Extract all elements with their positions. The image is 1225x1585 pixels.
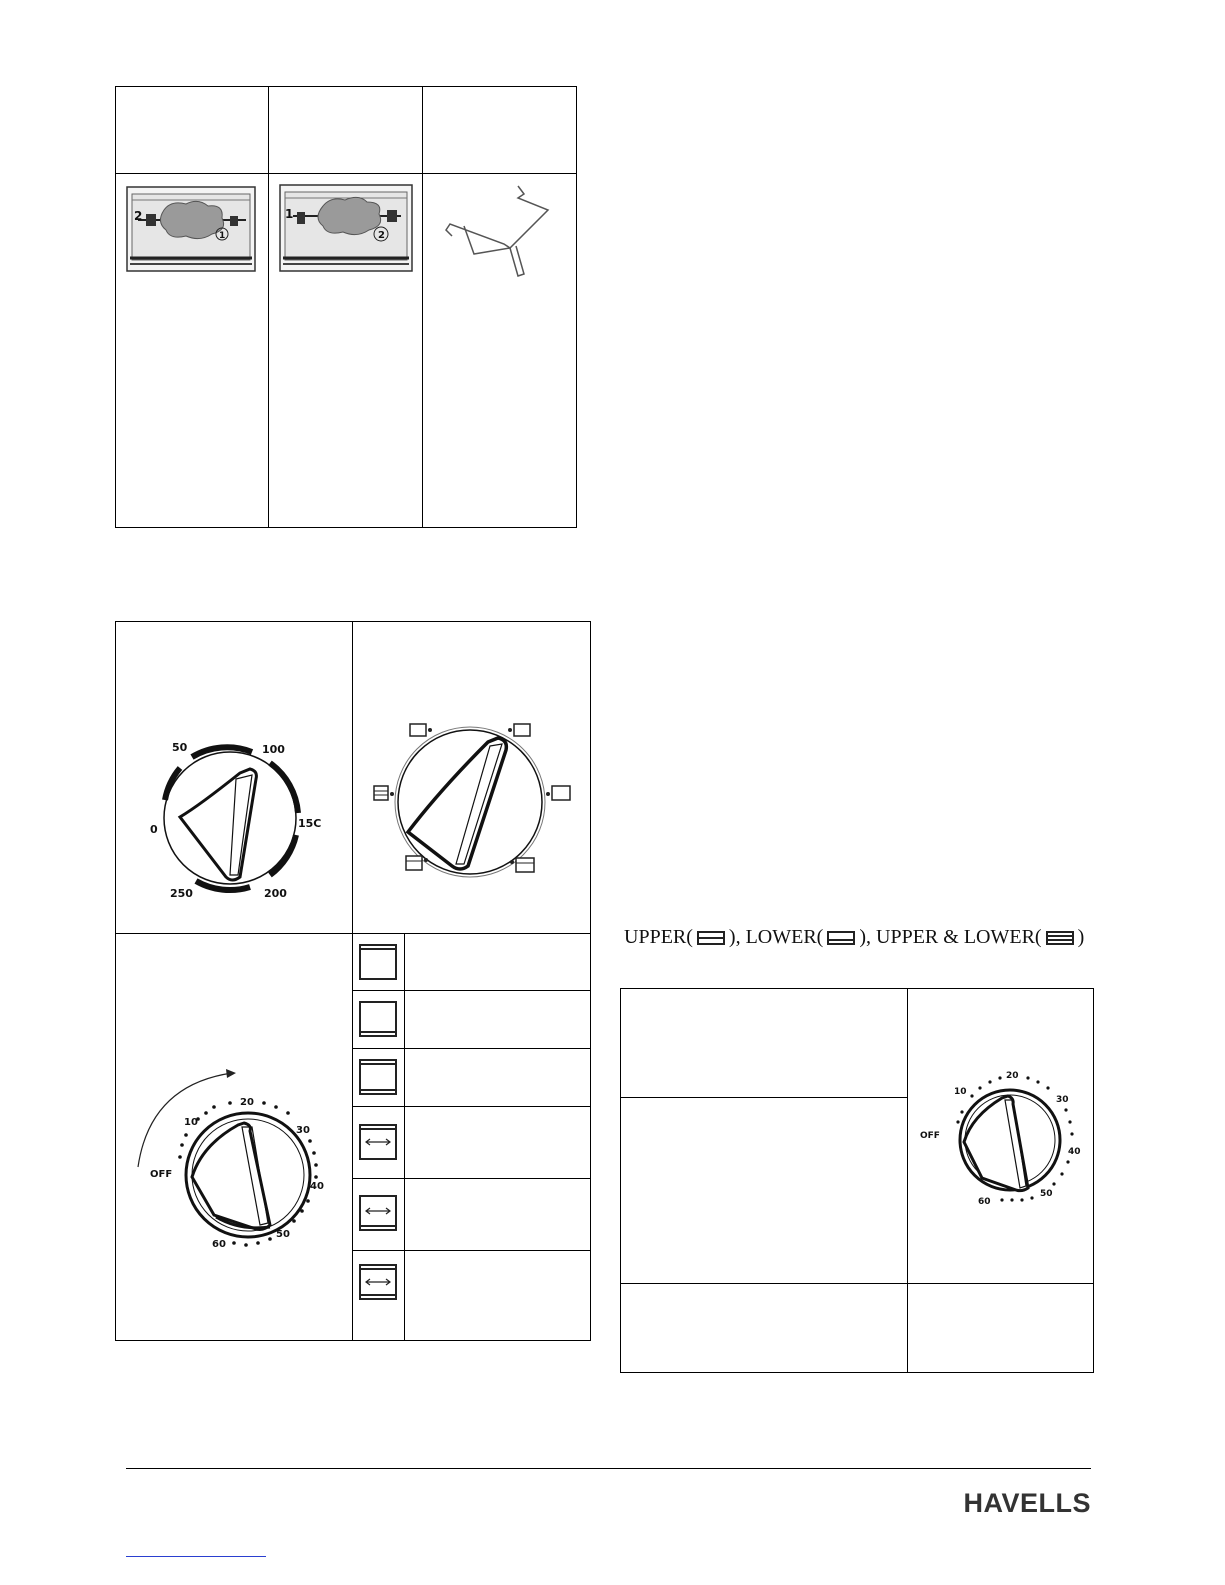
position-icon-2: [514, 724, 530, 736]
rotisserie-insert-diagram: [126, 186, 256, 272]
lower-convection-icon: [359, 1195, 397, 1231]
callout-1: 1: [285, 207, 294, 221]
timer-small-label-30: 30: [1056, 1095, 1069, 1105]
both-legend-close: ): [1077, 926, 1085, 948]
lower-legend-icon: [827, 931, 855, 945]
position-icon-1: [410, 724, 426, 736]
timer-dial: [130, 1065, 340, 1255]
upper-legend-label: UPPER(: [624, 926, 693, 948]
timer-small-label-off: OFF: [920, 1131, 940, 1141]
temp-label-250: 250: [170, 887, 193, 900]
footer-link-underline[interactable]: [126, 1556, 266, 1557]
timer-dial-small: [918, 1066, 1088, 1208]
timer-small-label-50: 50: [1040, 1189, 1053, 1199]
upper-lower-element-icon: [359, 1059, 397, 1095]
temp-label-100: 100: [262, 743, 285, 756]
timer-label-20: 20: [240, 1097, 254, 1108]
temperature-dial: [140, 735, 340, 905]
position-icon-5: [406, 856, 422, 870]
timer-label-10: 10: [184, 1117, 198, 1128]
timer-small-label-10: 10: [954, 1087, 967, 1097]
timer-small-label-20: 20: [1006, 1071, 1019, 1081]
upper-lower-convection-icon: [359, 1264, 397, 1300]
callout-1: 1: [219, 231, 226, 241]
position-icon-6: [516, 858, 534, 872]
temp-label-0: 0: [150, 823, 158, 836]
temp-label-150: 15C: [298, 817, 322, 830]
callout-2: 2: [134, 209, 143, 223]
timer-small-label-60: 60: [978, 1197, 991, 1207]
upper-convection-icon: [359, 1124, 397, 1160]
both-legend-label: UPPER & LOWER(: [876, 926, 1042, 948]
upper-element-icon: [359, 944, 397, 980]
function-dial: [370, 720, 580, 880]
upper-legend-icon: [697, 931, 725, 945]
brand-logo: HAVELLS: [963, 1488, 1091, 1518]
lower-legend-label: LOWER(: [745, 926, 824, 948]
heating-legend: [624, 926, 1084, 949]
callout-2: 2: [378, 230, 385, 241]
timer-label-30: 30: [296, 1125, 310, 1136]
temp-label-50: 50: [172, 741, 188, 754]
temp-label-200: 200: [264, 887, 287, 900]
lower-element-icon: [359, 1001, 397, 1037]
upper-legend-close: ),: [728, 926, 741, 948]
timer-label-60: 60: [212, 1239, 226, 1250]
timer-label-40: 40: [310, 1181, 324, 1192]
rotisserie-remove-diagram: [279, 184, 413, 272]
lower-legend-close: ),: [859, 926, 872, 948]
timer-small-label-40: 40: [1068, 1147, 1081, 1157]
timer-label-50: 50: [276, 1229, 290, 1240]
timer-label-off: OFF: [150, 1169, 173, 1180]
rotisserie-handle-diagram: [444, 184, 556, 280]
footer-rule: [126, 1468, 1091, 1469]
both-legend-icon: [1046, 931, 1074, 945]
position-icon-3: [374, 786, 388, 800]
position-icon-4: [552, 786, 570, 800]
